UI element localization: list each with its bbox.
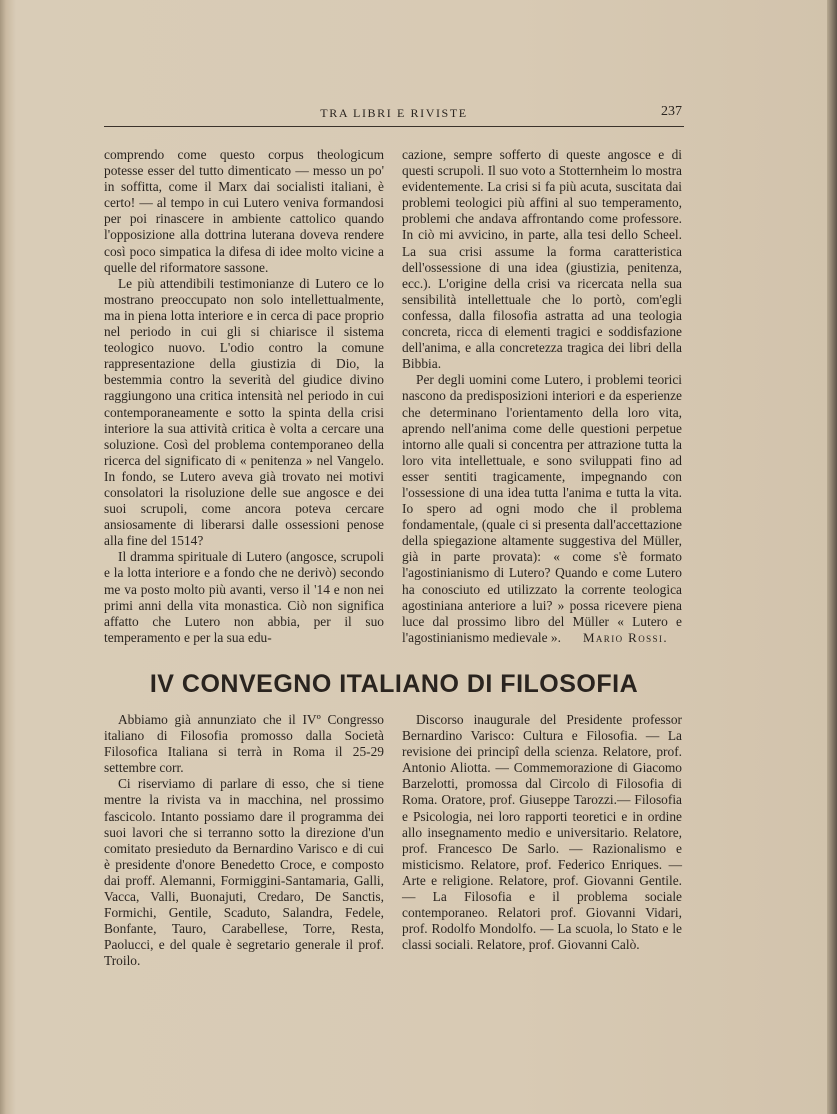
section-left-column [104,712,384,970]
running-header [104,104,684,127]
article-right-column [402,147,682,646]
paragraph: Le più attendibili testimonianze di Lutero ce lo mostrano preoccupato non solo intellettualmente, ma in piena lotta interiore e in cerca di pace proprio nel periodo in cui gli si chiarisce il sistema teologico nuovo. L'odio contro la comune rappresentazione della giustizia di Dio, la bestemmia contro la severità del giudice divino raggiungono una critica intensità nel periodo in cui contemporaneamente e sotto la spinta della crisi interiore la sua attività critica è volta a cercare una soluzione. Così del problema contemporaneo della ricerca del significato di « penitenza » nel Vangelo. In fondo, se Lutero aveva già trovato nei motivi consolatori la risoluzione delle sue angosce e dei suoi scrupoli, come ancora poteva cercare ansiosamente di liberarsi dalle ossessioni penose alla fine del 1514? [104,275,384,549]
paragraph: comprendo come questo corpus theologicum potesse esser del tutto dimenticato — messo un po' in soffitta, come il Marx dai socialisti italiani, è certo! — al tempo in cui Lutero veniva formandosi per poi rinascere in ambiente cattolico quando l'opposizione alla dottrina luterana doveva rendere così poco simpatica la difesa di idee molto vicine a quelle del riformatore sassone. [104,147,384,275]
paragraph: Discorso inaugurale del Presidente professor Bernardino Varisco: Cultura e Filosofia. — La revisione dei principî della scienza. Relatore, prof. Antonio Aliotta. — Commemorazione di Giacomo Barzelotti, promossa dal Circolo di Filosofia di Roma. Oratore, prof. Giuseppe Tarozzi.— Filosofia e Psicologia, nei loro rapporti teoretici e in ordine allo insegnamento medio e universitario. Relatore, prof. Francesco De Sarlo. — Razionalismo e misticismo. Relatore, prof. Federico Enriques. — Arte e religione. Relatore, prof. Giovanni Gentile. — La Filosofia e il problema sociale contemporaneo. Relatori prof. Giovanni Vidari, prof. Rodolfo Mondolfo. — La scuola, lo Stato e le classi sociali. Relatore, prof. Giovanni Calò. [402,712,682,953]
paragraph: Abbiamo già annunziato che il IVº Congresso italiano di Filosofia promosso dalla Società Filosofica Italiana si terrà in Roma il 25-29 settembre corr. [104,712,384,776]
paragraph: Ci riserviamo di parlare di esso, che si tiene mentre la rivista va in macchina, nel prossimo fascicolo. Intanto possiamo dare il programma dei suoi lavori che si terranno sotto la direzione d'un comitato presieduto da Bernardino Varisco e di cui è presidente d'onore Benedetto Croce, e composto dai proff. Alemanni, Formiggini-Santamaria, Galli, Vacca, Valli, Buonajuti, Credaro, De Sanctis, Formichi, Gentile, Scaduto, Salandra, Fedele, Bonfante, Tauro, Carabellese, Torre, Resta, Paolucci, e del quale è segretario generale il prof. Troilo. [104,776,384,969]
page-content [104,0,684,1114]
section-right-column [402,712,682,953]
article-left-column [104,147,384,646]
section-title: IV CONVEGNO ITALIANO DI FILOSOFIA [149,670,639,698]
paragraph: cazione, sempre sofferto di queste angosce e di questi scrupoli. Il suo voto a Stotternheim lo mostra evidentemente. La crisi si fa più acuta, suscitata dai problemi teologici più affini al suo temperamento, problemi che andava affrontando come professore. In ciò mi avvicino, in parte, alla tesi dello Scheel. La sua crisi assume la forma caratteristica dell'ossessione di una idea (giustizia, penitenza, ecc.). L'origine della crisi va ricercata nella sua sensibilità intellettuale che lo portò, com'egli confessa, dalla filosofia astratta ad una teologia concreta, ricca di elementi tragici e soddisfazione dell'anima, e alla concretezza tragica dei libri della Bibbia. [402,147,682,372]
running-title: TRA LIBRI E RIVISTE [320,106,468,120]
page-number: 237 [661,104,682,119]
author-signature: Mario Rossi. [582,630,668,645]
page-edge [827,0,837,1114]
paragraph: Il dramma spirituale di Lutero (angosce, scrupoli e la lotta interiore e a fondo che ne derivò) secondo me va posto molto più avanti, verso il '14 e non nei primi anni della vita monastica. Ciò non significa affatto che Lutero non abbia, per il suo temperamento e per la sua edu- [104,549,384,645]
paragraph: Per degli uomini come Lutero, i problemi teorici nascono da predisposizioni interiori e da esperienze che determinano l'orientamento della loro vita, aprendo nell'anima come delle questioni perpetue intorno alle quali si concentra per attrazione tutta la loro vita intellettuale, e sono sviluppati fino ad esser sentiti tragicamente, impegnando con l'ossessione di una idea tutta l'anima e tutta la vita. Io spero ad ogni modo che il problema fondamentale, (quale ci si presenta dall'accettazione della spiegazione altamente suggestiva del Müller, già in parte provata): « come s'è formato l'agostinianismo di Lutero? Quando e come Lutero ha conosciuto ed utilizzato la corrente teologica agostiniana anteriore a lui? » possa ricevere piena luce dal prossimo libro del Müller « Lutero e l'agostinianismo medievale ». [402,372,682,645]
